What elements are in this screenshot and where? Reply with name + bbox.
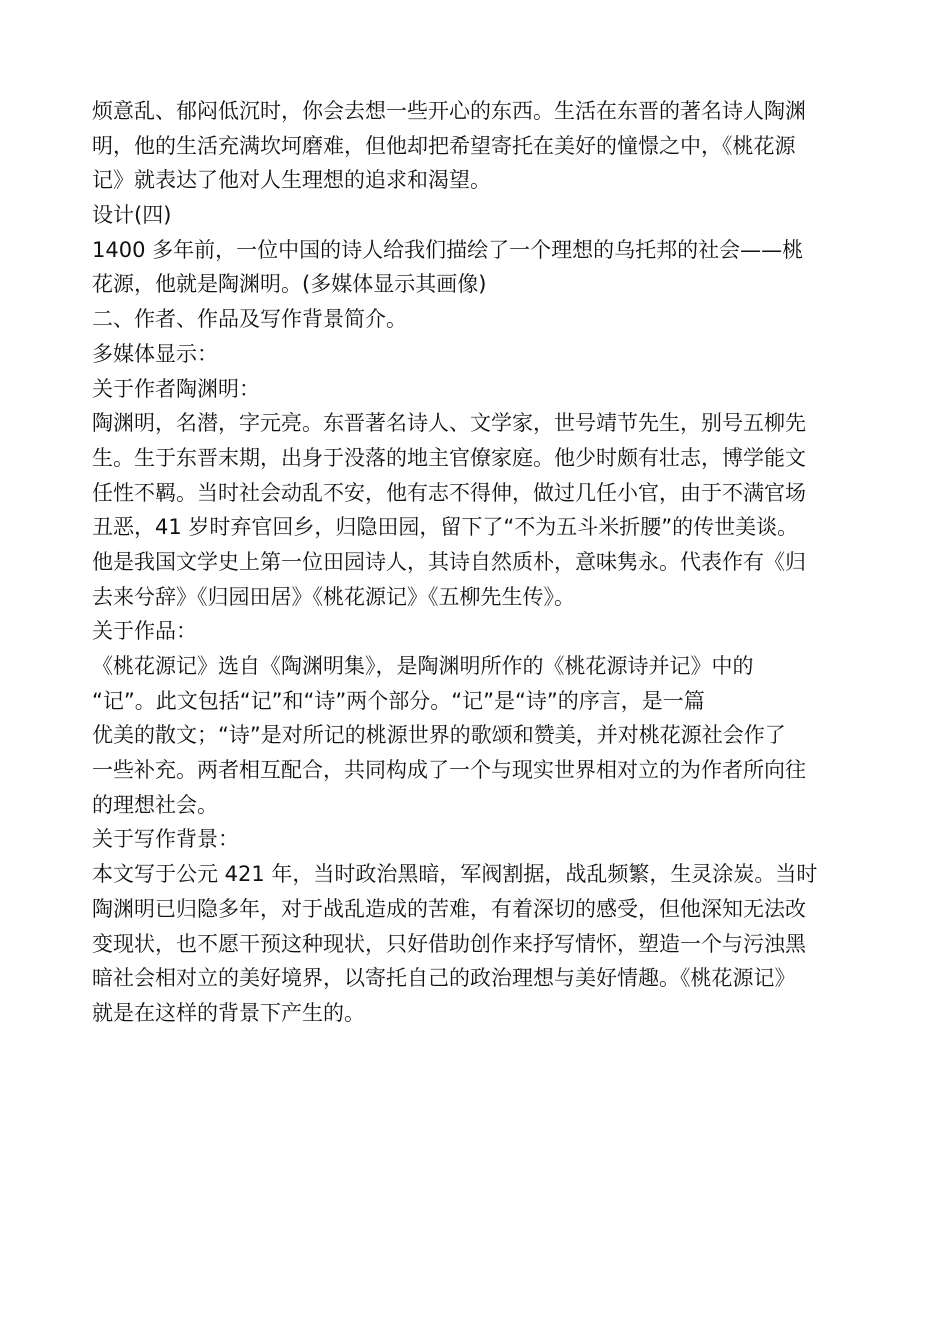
text-line: 一些补充。两者相互配合，共同构成了一个与现实世界相对立的为作者所向往: [92, 758, 806, 783]
subsection-heading: 关于写作背景：: [92, 827, 239, 852]
text-line: 生。生于东晋末期，出身于没落的地主官僚家庭。他少时颇有壮志，博学能文: [92, 445, 806, 470]
text-line: 记》就表达了他对人生理想的追求和渴望。: [92, 168, 491, 193]
text-line: 暗社会相对立的美好境界，以寄托自己的政治理想与美好情趣。《桃花源记》: [92, 966, 796, 991]
text-line: 明，他的生活充满坎坷磨难，但他却把希望寄托在美好的憧憬之中，《桃花源: [92, 133, 796, 158]
text-line: 丑恶，41 岁时弃官回乡，归隐田园，留下了“不为五斗米折腰”的传世美谈。: [92, 515, 799, 540]
text-line: 变现状，也不愿干预这种现状，只好借助创作来抒写情怀，塑造一个与污浊黑: [92, 931, 806, 956]
section-heading: 设计(四): [92, 203, 172, 228]
text-line: 《桃花源记》选自《陶渊明集》，是陶渊明所作的《桃花源诗并记》中的: [92, 654, 754, 678]
text-line: 任性不羁。当时社会动乱不安，他有志不得伸，做过几任小官，由于不满官场: [92, 480, 806, 505]
text-line: 多媒体显示：: [92, 341, 218, 366]
section-heading: 二、作者、作品及写作背景简介。: [92, 307, 407, 332]
subsection-heading: 关于作品：: [92, 619, 197, 644]
text-line: 就是在这样的背景下产生的。: [92, 1000, 365, 1025]
text-line: 陶渊明，名潜，字元亮。东晋著名诗人、文学家，世号靖节先生，别号五柳先: [92, 411, 806, 436]
text-line: 本文写于公元 421 年，当时政治黑暗，军阀割据，战乱频繁，生灵涂炭。当时: [92, 862, 818, 887]
document-page: [92, 94, 892, 1031]
text-line: 去来兮辞》《归园田居》《桃花源记》《五柳先生传》。: [92, 584, 575, 609]
text-line: 的理想社会。: [92, 792, 218, 817]
text-line: 花源，他就是陶渊明。(多媒体显示其画像): [92, 272, 487, 297]
text-line: 优美的散文；“诗”是对所记的桃源世界的歌颂和赞美，并对桃花源社会作了: [92, 723, 786, 748]
text-line: 1400 多年前，一位中国的诗人给我们描绘了一个理想的乌托邦的社会——桃: [92, 237, 804, 262]
subsection-heading: 关于作者陶渊明：: [92, 376, 260, 401]
text-line: 他是我国文学史上第一位田园诗人，其诗自然质朴，意味隽永。代表作有《归: [92, 549, 806, 574]
text-line: 烦意乱、郁闷低沉时，你会去想一些开心的东西。生活在东晋的著名诗人陶渊: [92, 99, 806, 123]
text-line: 陶渊明已归隐多年，对于战乱造成的苦难，有着深切的感受，但他深知无法改: [92, 896, 806, 921]
text-line: “记”。此文包括“记”和“诗”两个部分。“记”是“诗”的序言，是一篇: [92, 688, 705, 713]
